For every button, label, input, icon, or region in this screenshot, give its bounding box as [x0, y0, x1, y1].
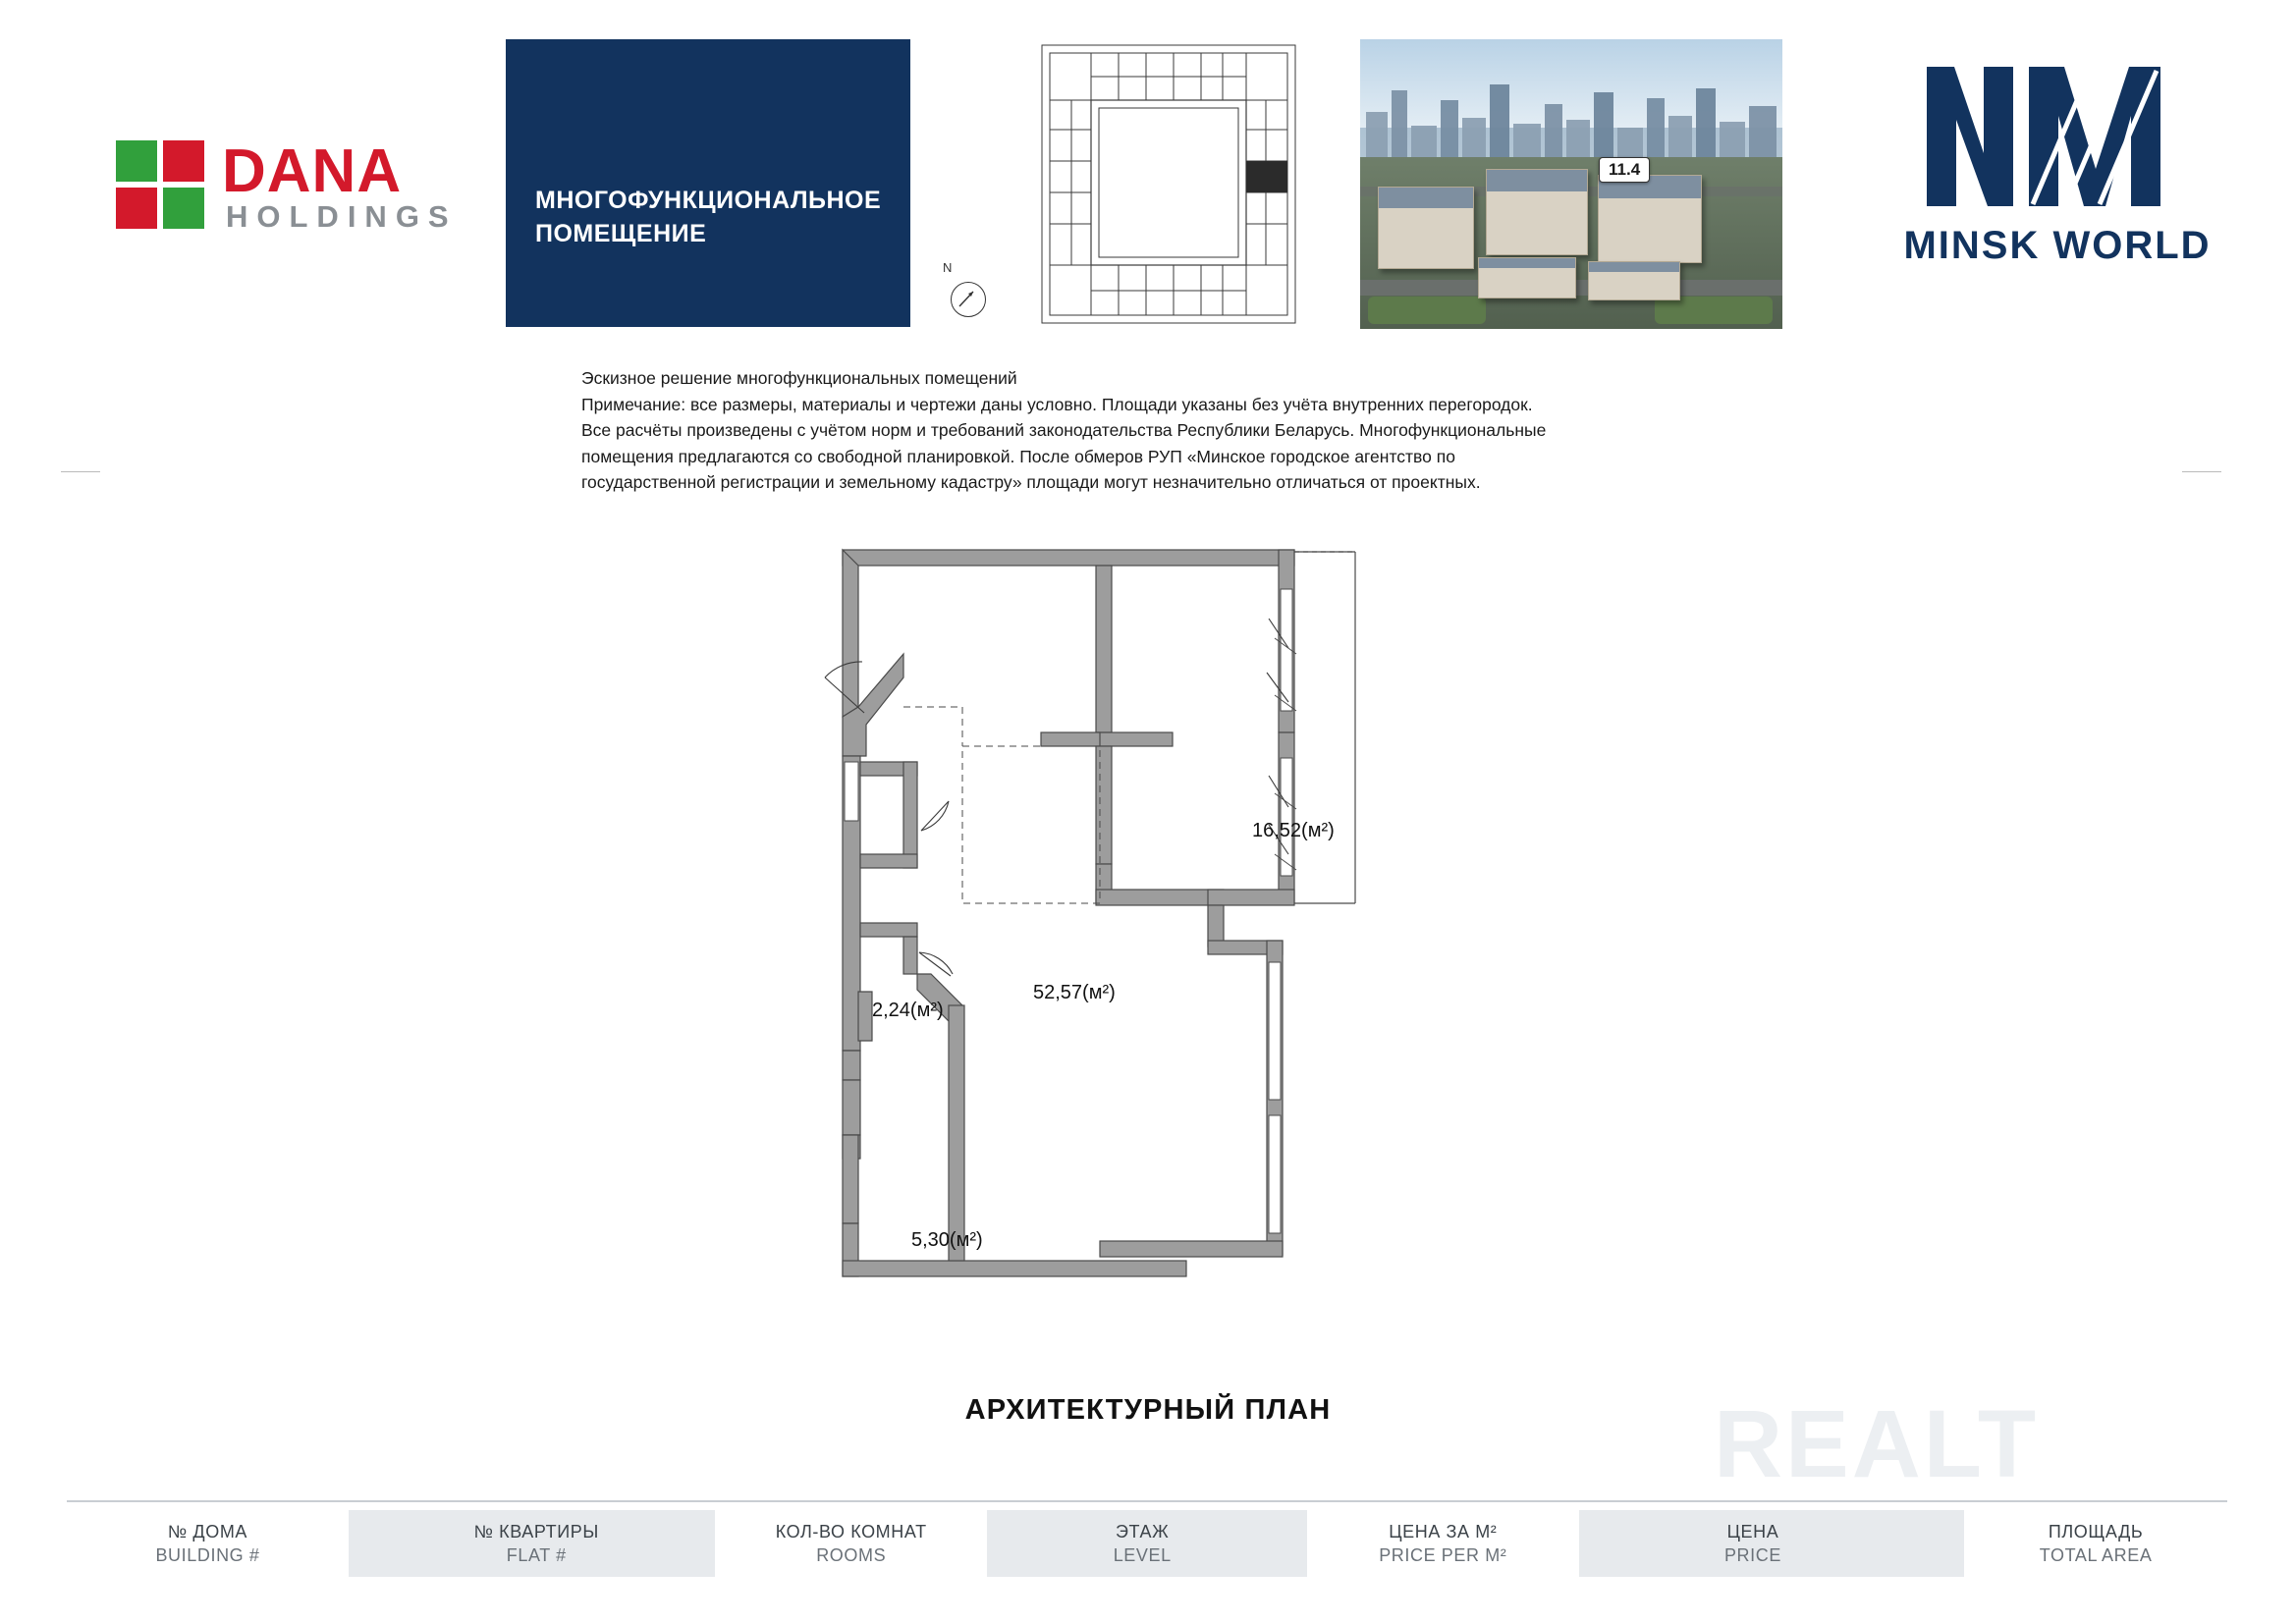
building-number-marker: 11.4 [1599, 157, 1650, 183]
document-header [0, 0, 2296, 353]
footer-label-en: BUILDING # [155, 1545, 260, 1565]
area-label: 52,57(м²) [1033, 982, 1116, 1003]
note-line-4: помещения предлагаются со свободной планировкой. После обмеров РУП «Минское городское агентство по [581, 446, 1455, 466]
footer-label-en: TOTAL AREA [2039, 1545, 2153, 1565]
note-line-5: государственной регистрации и земельному кадастру» площади могут незначительно отличаться от проектных. [581, 472, 1481, 493]
footer-label-ru: № КВАРТИРЫ [473, 1521, 599, 1542]
project-render-image [1360, 39, 1782, 329]
footer-cell-total-area [1964, 1510, 2227, 1577]
note-line-2: Примечание: все размеры, материалы и чертежи даны условно. Площади указаны без учёта внутренних перегородок. [581, 394, 1533, 414]
dana-squares-icon [116, 140, 206, 231]
title-line-2: ПОМЕЩЕНИЕ [535, 219, 707, 247]
footer-value-price-per-m2[interactable] [1579, 1510, 1664, 1577]
footer-label-ru: КОЛ-ВО КОМНАТ [775, 1521, 927, 1542]
realt-watermark: REALT [1714, 1390, 2040, 1497]
footer-value-building[interactable] [349, 1510, 433, 1577]
bottom-spacer [0, 1610, 2296, 1623]
footer-cell-rooms [715, 1510, 987, 1577]
footer-label-ru: ЦЕНА ЗА М² [1389, 1521, 1498, 1542]
compass-north-label: N [943, 260, 953, 275]
left-divider [61, 471, 100, 472]
note-line-3: Все расчёты произведены с учётом норм и требований законодательства Республики Беларусь. Многофункциональные [581, 420, 1547, 441]
footer-info-bar [67, 1510, 2227, 1577]
title-block [506, 39, 910, 327]
minsk-world-logo [1895, 59, 2219, 304]
footer-label-ru: ПЛОЩАДЬ [2048, 1521, 2144, 1542]
footer-cell-price [1664, 1510, 1842, 1577]
footer-label-en: ROOMS [816, 1545, 887, 1565]
dana-wordmark: DANA [222, 137, 403, 205]
right-divider [2182, 471, 2221, 472]
building-key-plan [1036, 39, 1301, 329]
highlighted-unit [1246, 161, 1287, 192]
minsk-world-mark-icon [1923, 59, 2188, 211]
footer-label-en: PRICE [1723, 1545, 1781, 1565]
footer-value-level[interactable] [1223, 1510, 1307, 1577]
footer-value-rooms[interactable] [987, 1510, 1063, 1577]
floor-plan [805, 530, 1512, 1365]
footer-cell-building [67, 1510, 349, 1577]
footer-cell-price-per-m2 [1307, 1510, 1579, 1577]
footer-label-en: FLAT # [506, 1545, 567, 1565]
area-label: 2,24(м²) [872, 1000, 944, 1021]
area-label: 5,30(м²) [911, 1229, 983, 1251]
title-line-1: МНОГОФУНКЦИОНАЛЬНОЕ [535, 187, 882, 214]
compass-needle-icon [957, 288, 978, 309]
footer-cell-flat [433, 1510, 639, 1577]
dana-subtitle: HOLDINGS [226, 199, 458, 234]
disclaimer-note [581, 365, 1740, 496]
footer-value-flat[interactable] [639, 1510, 715, 1577]
footer-divider [67, 1500, 2227, 1502]
footer-label-ru: ЭТАЖ [1116, 1521, 1170, 1542]
footer-label-ru: ЦЕНА [1726, 1521, 1779, 1542]
plan-title: АРХИТЕКТУРНЫЙ ПЛАН [964, 1394, 1332, 1426]
footer-label-en: PRICE PER M² [1379, 1545, 1507, 1565]
minsk-world-wordmark: MINSK WORLD [1903, 224, 2212, 267]
footer-cell-level [1063, 1510, 1223, 1577]
note-line-1: Эскизное решение многофункциональных помещений [581, 368, 1017, 388]
compass-icon [943, 260, 998, 325]
footer-label-en: LEVEL [1113, 1545, 1172, 1565]
area-label: 16,52(м²) [1252, 820, 1335, 841]
dana-holdings-logo [116, 133, 479, 236]
footer-label-ru: № ДОМА [167, 1521, 248, 1542]
footer-value-price[interactable] [1842, 1510, 1964, 1577]
